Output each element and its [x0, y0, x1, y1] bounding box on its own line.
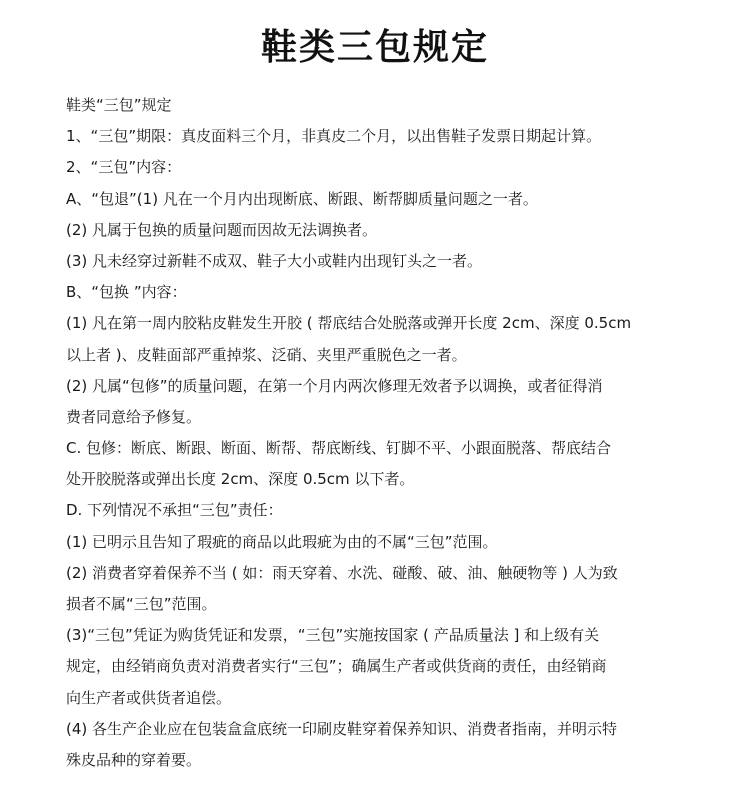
text-line: B、“包换 ”内容： — [66, 283, 187, 302]
text-line: 损者不属“三包”范围。 — [66, 595, 217, 613]
text-line: (4) 各生产企业应在包装盒盒底统一印刷皮鞋穿着保养知识、消费者指南，并明示特 — [66, 719, 618, 738]
text-line: (2) 凡属“包修”的质量问题，在第一个月内两次修理无效者予以调换，或者征得消 — [66, 376, 603, 395]
text-line: 处开胶脱落或弹出长度 2cm、深度 0.5cm 以下者。 — [66, 470, 415, 489]
text-line: 向生产者或供货者追偿。 — [66, 688, 232, 707]
text-line: (3)“三包”凭证为购货凭证和发票，“三包”实施按国家 ( 产品质量法 ] 和上级有关 — [66, 626, 600, 645]
text-line: 2、“三包”内容： — [66, 158, 182, 177]
text-line: (2) 凡属于包换的质量问题而因故无法调换者。 — [66, 220, 378, 239]
document-body — [66, 90, 694, 776]
text-line: (1) 凡在第一周内胶粘皮鞋发生开胶 ( 帮底结合处脱落或弹开长度 2cm、深度 0.5cm — [66, 314, 632, 333]
text-line: (3) 凡未经穿过新鞋不成双、鞋子大小或鞋内出现钉头之一者。 — [66, 251, 483, 270]
text-line: 以上者 )、皮鞋面部严重掉浆、泛硝、夹里严重脱色之一者。 — [66, 345, 467, 364]
text-line: 规定，由经销商负责对消费者实行“三包”；确属生产者或供货商的责任，由经销商 — [66, 657, 607, 676]
text-line: 1、“三包”期限：真皮面料三个月，非真皮二个月，以出售鞋子发票日期起计算。 — [66, 127, 602, 146]
text-line: (1) 已明示且告知了瑕疵的商品以此瑕疵为由的不属“三包”范围。 — [66, 532, 498, 551]
text-line: 殊皮品种的穿着要。 — [66, 750, 202, 769]
text-line: A、“包退”(1) 凡在一个月内出现断底、断跟、断帮脚质量问题之一者。 — [66, 189, 538, 208]
text-line: D. 下列情况不承担“三包”责任： — [66, 501, 283, 520]
text-line: (2) 消费者穿着保养不当 ( 如：雨天穿着、水洗、碰酸、破、油、触硬物等 ) 人为致 — [66, 563, 618, 582]
page-title: 鞋类三包规定 — [260, 27, 489, 68]
text-line: 费者同意给予修复。 — [66, 407, 202, 426]
text-line: C. 包修：断底、断跟、断面、断帮、帮底断线、钉脚不平、小跟面脱落、帮底结合 — [66, 439, 612, 458]
text-line: 鞋类“三包”规定 — [66, 96, 172, 114]
